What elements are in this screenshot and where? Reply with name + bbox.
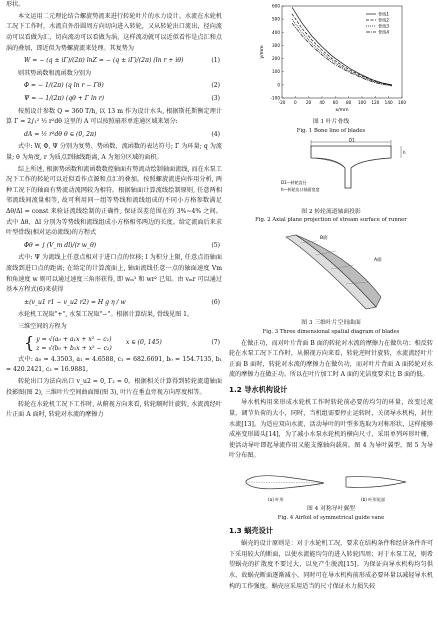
paragraph: 形状。 [6,1,25,8]
equation-7: { y = √(a₀ + a₁x + x² − c₁) z = √(b₀ + b₁x + x² − c₂) x ∈ (0, 145) (7) [24,333,220,353]
equation-3: Ψ = − 1/(2π) (qθ + Γ ln r) (3) [24,94,220,102]
h-label: h [403,149,406,155]
legend-label: 骨线4 [378,29,390,35]
equation-4: dA = ½ r²dθ θ ∈ (0, 2π) (4) [24,130,220,138]
x-tick-label: 80 [345,100,352,105]
paragraph: 则其势函数和流函数分别为 [18,69,92,77]
figure-3-caption-en: Fig. 3 Three dimensional spatial diagram of blades [262,328,400,335]
x-axis-label: x/mm [335,108,349,113]
paragraph: 本文运用二元理论结合螺旋势流来进行转轮叶片的水力设计。水流在水轮机工况下工作时，水流自外沿圆周方向切向进入转轮，又从转轮出口流出，径向流动可以看做为汇，切向流动可以看做为涡，这样流动就可以近似看作是点汇和点涡的叠加，即近似为势螺旋流来处理。其复势为 [6,12,222,52]
figure-4 [236,465,426,505]
paragraph: 在做正功，而对叶片背面 B 面的转轮对水流的摩擦力在做负功；相反转轮在水泵工况下工作时，从俯视方向来看，转轮逆时针旋转，水流流经叶片正面 B 面时，转轮对水流的摩擦力在做负功，而对叶片背面 A 面转轮对水流的摩擦力在做正功。所以在叶片加工时 A 面的光洁度要求比 B 面的低。 [229,339,433,379]
y-tick-label: 0 [277,82,280,88]
paragraph: 水轮机工况取"+", 水泵工况取"−"。根据计算结果, 骨线见图 1。 [18,311,194,319]
paragraph: 三维空间的方程为 [18,323,67,331]
legend-label: 骨线3 [378,23,390,29]
y-tick-label: -100 [270,95,280,101]
figure-4-caption: 图 4 对称导叶翼型 [307,506,355,513]
paragraph: 蜗壳的设计原则是：对于水轮机工况，要求在结构条件和经济条件许可下采用较大的断面，以使水流能均匀的进入转轮四周；对于水泵工况，则希望蜗壳的扩散度不要过大，以免产生脱流[15]。为保证向导水机构均匀供水，故蜗壳断面逐渐减小，同时可在导水机构前形成必要环量以减轻导水机构的工作强度。蜗壳应采用适当的尺寸保证水力损失较 [229,540,433,590]
figure-3-caption: 图 3 三维叶片空间曲面 [301,320,361,326]
paragraph: 式中: a₀ = 4.3503, a₁ = 4.6588, c₁ = 682.6691, b₀ = 154.7135, b₁ = 420.2421, c₂ = 16.9881。 [6,355,222,374]
figure-4-caption-en: Fig. 4 Airfoil of symmetrical guide vane [277,514,385,521]
face-b-label: B面 [320,236,328,241]
paragraph: 综上所述, 根据势函数和流函数数控轴面有势流动绘制轴面流线, 而在水泵工况下工作的转轮可以近似看作点源和点汇的叠加。按照螺旋流进向作用分析, 两种工况下的轴面有势流动流网较为相符。根据轴面计算流线绘制原则, 任意两相邻流线间流量相等, 故可利用同一组等势线和流线组成的不同小方格参数满足 Δθ/Δl = const 来验证流线绘制的正确性, 保证误差范围在的 3%~4% 之间。式中 Δθ、Δl 分别为等势线和流线组成小方格相邻两边的长度。给定流面后来求叶型骨线(相对运动流线)的方程式 [6,165,222,237]
paragraph: 式中: Ψ 为流线上任意点相对于进口点的位移; l 为积分上限, 任意点沿轴面流线到进口点的距离; 在给定的计算流面上, 轴面流线任意一点的轴面速度 Vm 和角速度 w 则可以通过速度三角形获得, 即 wₘ² 和 wr² 已知。由 vₘr 可以通过基本方程式(6)来获得 [6,254,222,294]
blade-bone-line-chart [256,0,406,118]
x-tick-label: 120 [371,100,380,105]
x-tick-label: 20 [305,100,312,105]
legend-d1: D1—转轮直径 [281,179,307,185]
face-a-label: A面 [374,258,382,263]
series-line [292,7,392,85]
right-column [229,0,433,593]
figure-2 [241,138,421,208]
left-column [6,0,222,422]
legend-label: 骨线2 [378,17,390,23]
figure-2-caption: 图 2 转轮流道轴面投影 [301,208,361,215]
equation-1: W = − (q ± iΓ)/(2π) lnZ = − (q ± iΓ)/(2π) (ln r + iθ) (1) [24,57,220,65]
figure-1 [256,0,406,118]
section-heading-1-2: 1.2 导水机构设计 [229,384,288,394]
x-tick-label: 140 [384,100,393,105]
paragraph: 转轮在水轮机工况下工作时, 从俯视方向来看, 转轮顺时针旋转, 水流流经叶片正面 A 面时, 转轮对水流的摩擦力 [6,400,222,419]
y-tick-label: 400 [272,29,280,35]
d1-label: D1 [349,137,355,142]
x-tick-label: 40 [319,100,325,105]
series-line [292,23,392,86]
legend-h: h—转轮出口轴面宽度 [281,186,320,192]
subfig-a-label: (a) 叶形 [268,497,284,503]
figure-1-caption-en: Fig. 1 Bone line of blades [296,127,366,134]
series-line [292,14,392,85]
blade-3d-surface-diagram [256,227,406,319]
paragraph: 式中: W, Φ, Ψ 分别为复势、势函数、流函数的表达符号; Γ 为环量; q 为流量; θ 为角度, r 为质点到轴线距离, A 为划分区域的面积。 [6,143,222,161]
x-tick-label: 0 [293,100,297,105]
figure-3 [256,227,406,319]
paragraph: 按照设计参数 Q = 360 T/h, 以 13 m 作为设计水头, 根据斯托斯衡定理计算 Γ = 2∫₁² ½ r²dθ 这里的 A 可以按照扇形单连通区域来划分: [6,107,222,126]
guide-vane-airfoil-diagram [236,465,426,505]
figure-2-caption-en: Fig. 2 Axial plane projection of stream surface of runner [255,217,407,223]
y-tick-label: 200 [272,56,280,62]
equation-6: ±(v_u1 r1 − v_u2 r2) = H g η / w (6) [24,298,220,306]
y-tick-label: 100 [272,69,280,75]
runner-axial-projection-diagram [241,138,421,208]
x-tick-label: -20 [278,100,286,105]
figure-1-caption: 图 1 叶片骨线 [312,119,350,125]
paragraph: 转轮出口为法向出口 v_u2 = 0, Γ₂ = 0。根据相关计算得到转轮流道轴面投影图(图 2), 三维叶片空间曲面图(图 3), 叶片在垂直旁视方向厚度相等。 [6,378,222,396]
section-heading-1-3: 1.3 蜗壳设计 [229,525,273,535]
x-tick-label: 100 [358,100,366,105]
x-tick-label: 160 [398,100,406,105]
paragraph: 导水机构用来形成水轮机工作时转轮前必要的均匀的环量，改变过流量，调节负荷的大小，同时，当机组需要停止运转时，关闭导水机构，封住水流[13]。为适应双向水流，活动导叶的叶型多选取为对称形状，这样能够成座变形圆头[14]，为了减小水泵水轮机的横向尺寸，采用单列环形叶栅，使活动导叶即起导流作用又能支撑轴向载荷。图 4 为导叶翼型，图 5 为导叶分布图。 [229,399,433,460]
y-tick-label: 500 [272,16,280,22]
legend-label: 骨线1 [378,11,390,17]
subfig-b-label: (b) 叶形尾部 [361,497,386,503]
equation-2: Φ = − 1/(2π) (q ln r − Γθ) (2) [24,82,220,90]
y-tick-label: 600 [272,3,280,9]
x-tick-label: 60 [332,100,339,105]
y-axis-label: y/mm [260,45,265,59]
y-tick-label: 300 [272,42,280,48]
equation-5: Φθ = ∫ (V_m dl)/(r w_θ) (5) [24,241,220,249]
